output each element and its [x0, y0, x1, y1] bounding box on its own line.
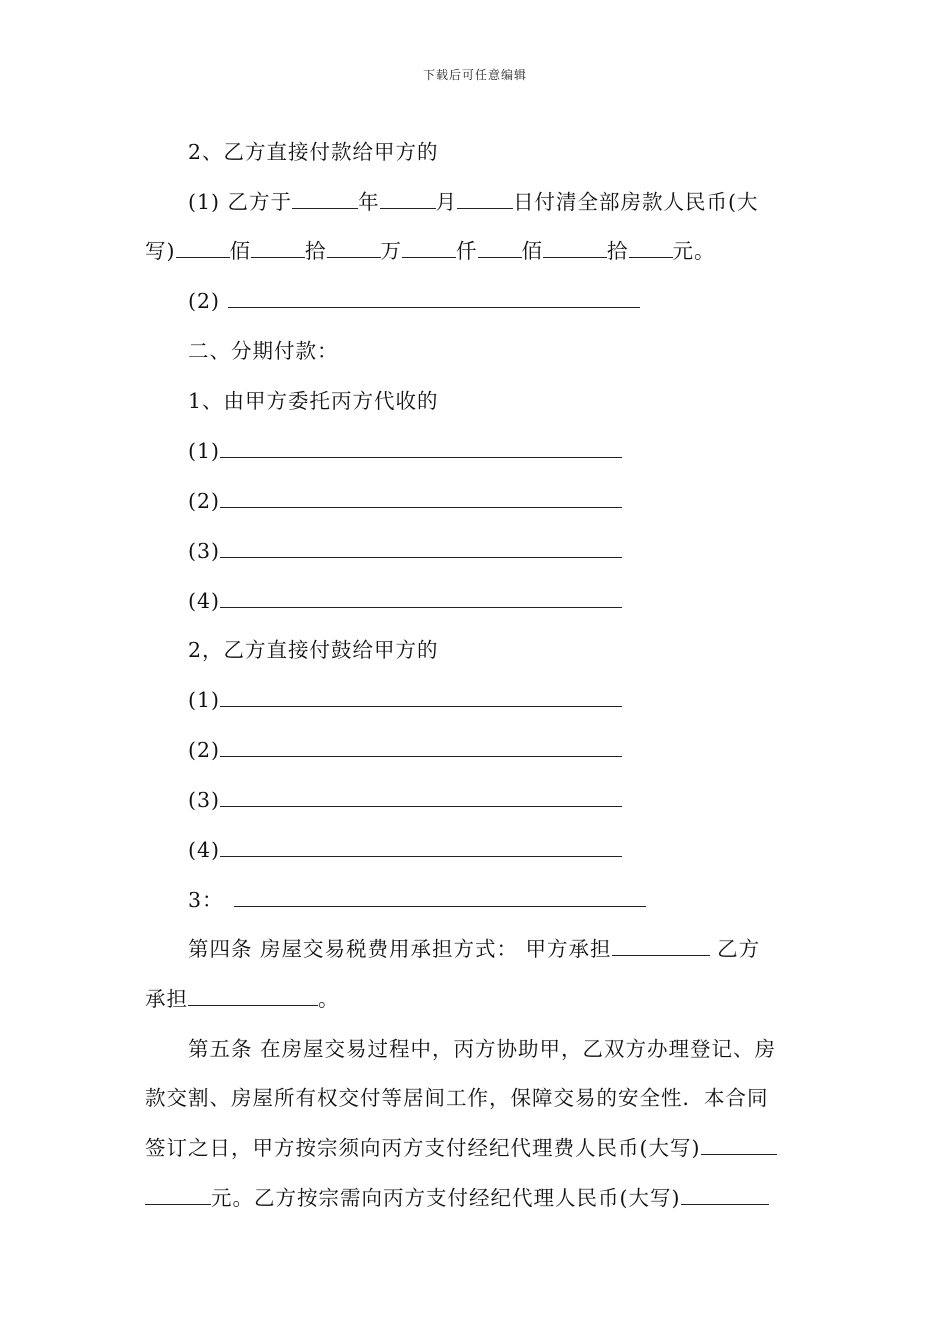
line-text: 月	[435, 190, 458, 214]
clause-line	[188, 837, 622, 863]
line-text: 元。乙方按宗需向丙方支付经纪代理人民币(大写)	[211, 1186, 681, 1210]
line-text: 元。	[672, 239, 716, 263]
blank-line	[188, 987, 318, 1006]
line-text: 写)	[145, 239, 176, 263]
blank-line	[220, 788, 622, 807]
blank-line	[220, 489, 622, 508]
clause-line	[188, 288, 640, 314]
blank-line	[220, 589, 622, 608]
line-text: 年	[358, 190, 380, 214]
blank-line	[380, 190, 436, 209]
article-four-cont	[145, 986, 340, 1012]
blank-line	[327, 239, 381, 258]
line-text: 。	[318, 987, 340, 1011]
blank-line	[145, 1186, 211, 1205]
clause-line	[188, 538, 622, 564]
clause-line: 1、由甲方委托丙方代收的	[188, 389, 439, 413]
line-text: (2)	[188, 738, 221, 762]
clause-line	[188, 887, 646, 913]
line-text: (1) 乙方于	[188, 190, 293, 214]
clause-line	[188, 787, 622, 813]
blank-line	[220, 738, 622, 757]
article-four	[188, 936, 760, 962]
blank-line	[251, 239, 305, 258]
section-heading: 二、分期付款：	[188, 339, 339, 363]
blank-line	[681, 1186, 769, 1205]
clause-line	[188, 438, 622, 464]
blank-line	[478, 239, 522, 258]
blank-line	[612, 937, 710, 956]
blank-line	[228, 289, 640, 308]
blank-line	[292, 190, 358, 209]
line-text: (3)	[188, 539, 221, 563]
line-text: (3)	[188, 788, 221, 812]
line-text: 日付清全部房款人民币(大	[513, 190, 759, 214]
line-text: 乙方	[709, 937, 761, 961]
line-text: 拾	[305, 239, 327, 263]
line-text: (1)	[188, 688, 221, 712]
line-text: (4)	[188, 589, 221, 613]
clause-line	[188, 488, 622, 514]
article-five-cont: 款交割、房屋所有权交付等居间工作，保障交易的安全性．本合同	[145, 1086, 769, 1110]
line-text: (2)	[188, 289, 228, 313]
blank-line	[220, 539, 622, 558]
blank-line	[402, 239, 456, 258]
blank-line	[234, 888, 646, 907]
clause-line	[188, 687, 622, 713]
line-text: 3：	[188, 888, 224, 912]
line-text: 万	[380, 239, 402, 263]
blank-line	[457, 190, 513, 209]
article-five: 第五条 在房屋交易过程中，丙方协助甲，乙双方办理登记、房	[188, 1037, 777, 1061]
clause-line	[188, 189, 759, 215]
line-text: 拾	[607, 239, 629, 263]
line-text: 承担	[145, 987, 188, 1011]
line-text: 仟	[456, 239, 478, 263]
article-five-cont	[145, 1185, 769, 1211]
line-text: 佰	[229, 239, 251, 263]
line-text: 第四条 房屋交易税费用承担方式： 甲方承担	[188, 937, 612, 961]
line-text: (1)	[188, 439, 221, 463]
blank-line	[629, 239, 673, 258]
page-header: 下载后可任意编辑	[422, 68, 527, 82]
article-five-cont	[145, 1135, 777, 1161]
clause-line	[145, 238, 716, 264]
clause-line	[188, 737, 622, 763]
line-text: (2)	[188, 489, 221, 513]
clause-line	[188, 588, 622, 614]
line-text: 签订之日，甲方按宗须向丙方支付经纪代理费人民币(大写)	[145, 1136, 701, 1160]
blank-line	[701, 1136, 777, 1155]
blank-line	[220, 838, 622, 857]
blank-line	[220, 688, 622, 707]
blank-line	[220, 439, 622, 458]
line-text: (4)	[188, 838, 221, 862]
blank-line	[543, 239, 607, 258]
clause-line: 2，乙方直接付鼓给甲方的	[188, 638, 439, 662]
line-text: 佰	[521, 239, 543, 263]
clause-line: 2、乙方直接付款给甲方的	[188, 140, 439, 164]
blank-line	[176, 239, 230, 258]
